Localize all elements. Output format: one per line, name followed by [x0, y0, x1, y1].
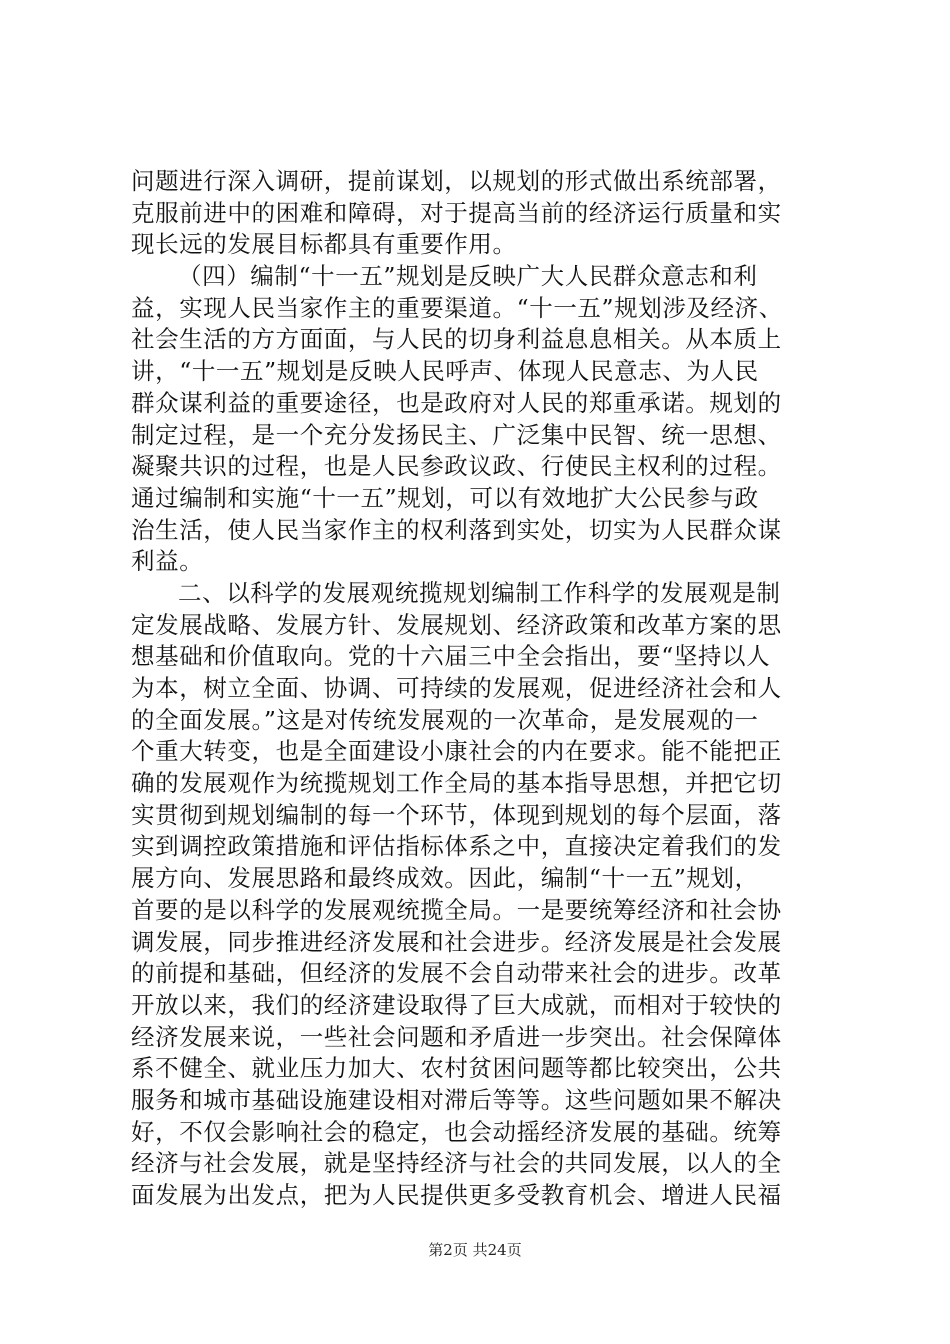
text-line: 利益。 — [131, 547, 204, 576]
text-line: 社会生活的方方面面，与人民的切身利益息息相关。从本质上 — [131, 325, 782, 354]
text-line: 问题进行深入调研，提前谋划，以规划的形式做出系统部署， — [131, 167, 782, 195]
text-line: 制定过程，是一个充分发扬民主、广泛集中民智、统一思想、 — [131, 420, 782, 449]
text-line: 面发展为出发点，把为人民提供更多受教育机会、增进人民福 — [131, 1181, 782, 1209]
text-line: 凝聚共识的过程，也是人民参政议政、行使民主权利的过程。 — [131, 452, 782, 481]
text-line: 个重大转变，也是全面建设小康社会的内在要求。能不能把正 — [131, 737, 782, 766]
text-line: （四）编制“十一五”规划是反映广大人民群众意志和利 — [178, 262, 758, 291]
text-line: 克服前进中的困难和障碍，对于提高当前的经济运行质量和实 — [131, 198, 782, 227]
text-line: 为本，树立全面、协调、可持续的发展观，促进经济社会和人 — [131, 674, 782, 702]
text-line: 治生活，使人民当家作主的权利落到实处，切实为人民群众谋 — [131, 515, 782, 544]
text-line: 确的发展观作为统揽规划工作全局的基本指导思想，并把它切 — [131, 769, 782, 798]
text-line: 想基础和价值取向。党的十六届三中全会指出，要“坚持以人 — [131, 642, 771, 671]
body-text — [131, 166, 851, 1212]
text-line: 首要的是以科学的发展观统揽全局。一是要统筹经济和社会协 — [131, 895, 782, 924]
text-line: 好，不仅会影响社会的稳定，也会动摇经济发展的基础。统筹 — [131, 1117, 782, 1146]
text-line: 二、以科学的发展观统揽规划编制工作科学的发展观是制 — [178, 578, 781, 607]
text-line: 定发展战略、发展方针、发展规划、经济政策和改革方案的思 — [131, 610, 782, 639]
text-line: 现长远的发展目标都具有重要作用。 — [131, 230, 517, 259]
text-line: 群众谋利益的重要途径，也是政府对人民的郑重承诺。规划的 — [131, 388, 782, 417]
text-line: 经济与社会发展，就是坚持经济与社会的共同发展，以人的全 — [131, 1149, 782, 1178]
text-line: 通过编制和实施“十一五”规划，可以有效地扩大公民参与政 — [131, 483, 759, 512]
text-line: 展方向、发展思路和最终成效。因此，编制“十一五”规划， — [131, 864, 759, 893]
text-line: 开放以来，我们的经济建设取得了巨大成就，而相对于较快的 — [131, 990, 782, 1019]
text-line: 调发展，同步推进经济发展和社会进步。经济发展是社会发展 — [131, 927, 782, 956]
text-line: 益，实现人民当家作主的重要渠道。“十一五”规划涉及经济、 — [131, 293, 783, 322]
text-line: 经济发展来说，一些社会问题和矛盾进一步突出。社会保障体 — [131, 1022, 782, 1051]
text-line: 讲，“十一五”规划是反映人民呼声、体现人民意志、为人民 — [131, 357, 759, 386]
text-line: 系不健全、就业压力加大、农村贫困问题等都比较突出，公共 — [131, 1054, 782, 1083]
text-line: 的前提和基础，但经济的发展不会自动带来社会的进步。改革 — [131, 959, 782, 988]
page-footer: 第2页 共24页 — [428, 1241, 522, 1259]
text-line: 的全面发展。”这是对传统发展观的一次革命，是发展观的一 — [131, 705, 759, 734]
text-line: 实贯彻到规划编制的每一个环节，体现到规划的每个层面，落 — [131, 800, 782, 829]
text-line: 服务和城市基础设施建设相对滞后等等。这些问题如果不解决 — [131, 1085, 782, 1114]
text-line: 实到调控政策措施和评估指标体系之中，直接决定着我们的发 — [131, 832, 782, 861]
